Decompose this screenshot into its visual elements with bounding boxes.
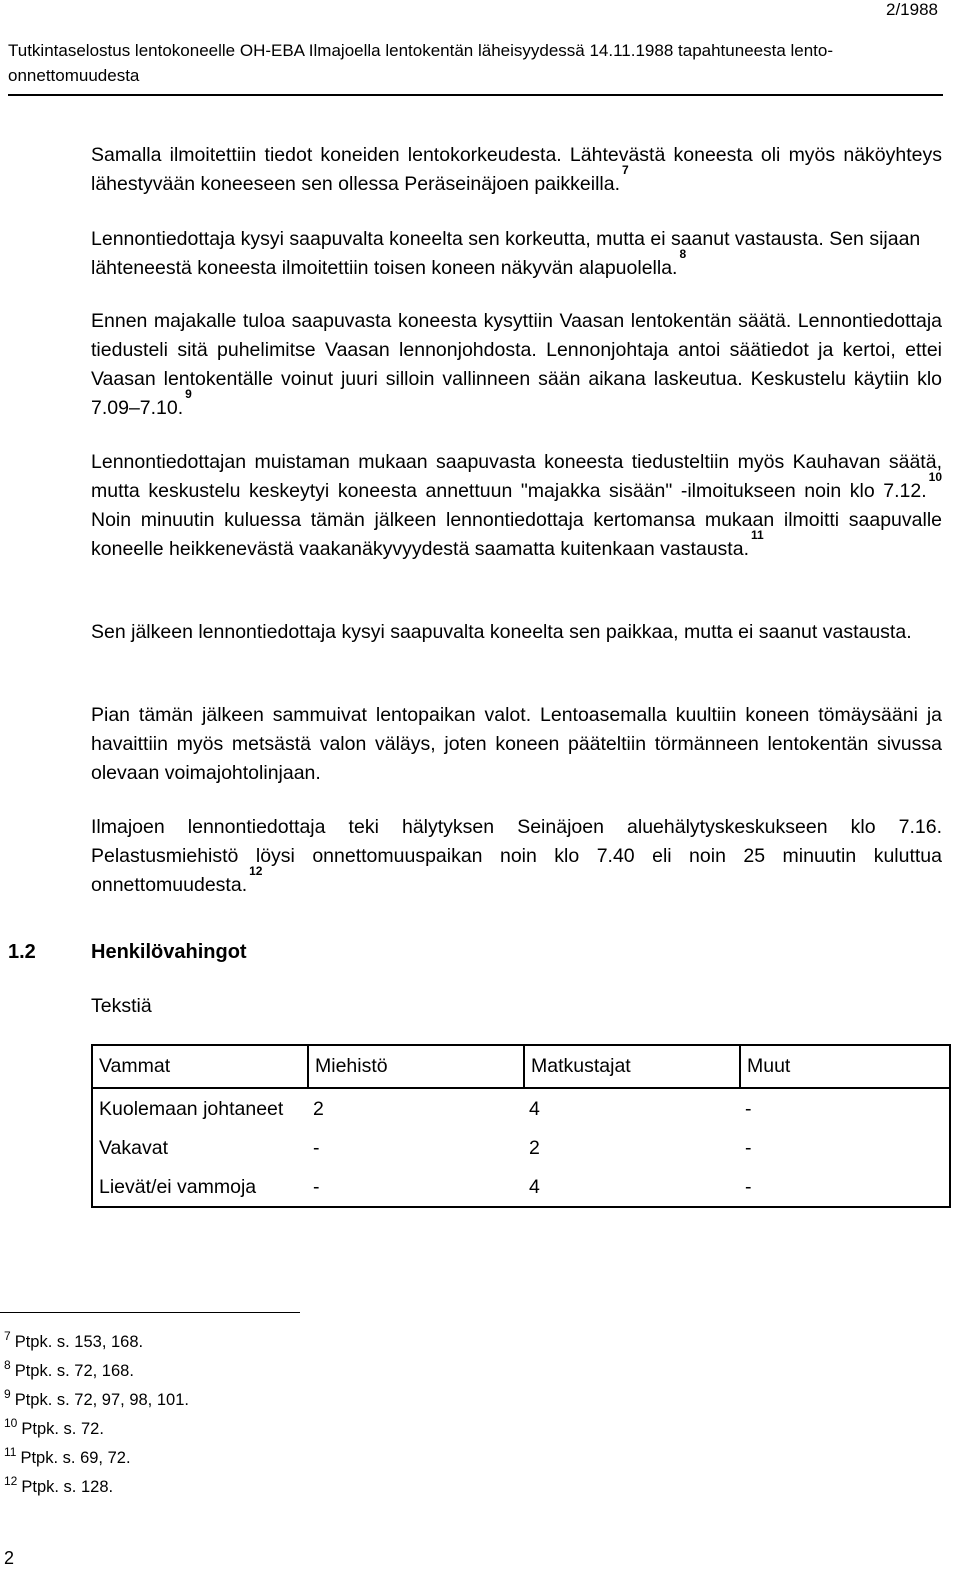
paragraph-5 <box>91 618 942 647</box>
table-row <box>93 1089 949 1128</box>
paragraph-7 <box>91 813 942 900</box>
paragraph-2 <box>91 225 942 283</box>
footnote <box>4 1331 143 1354</box>
paragraph-text: Pian tämän jälkeen sammuivat lentopaikan valot. Lentoasemalla kuultiin koneen tömäysääni ja havaittiin myös metsästä valon väläys, joten koneen pääteltiin törmänneen lentokentän sivussa olevaan voimajohtolinjaan. <box>91 704 942 784</box>
paragraph-text: Ennen majakalle tuloa saapuvasta koneesta kysyttiin Vaasan lentokentän säätä. Lennontiedottaja tiedusteli sitä puhelimitse Vaasan lennonjohdosta. Lennonjohtaja antoi säätiedot ja kertoi, ettei Vaasan lentokentälle voinut juuri silloin vallinneen sään aikana laskeutua. Keskustelu käytiin klo 7.09–7.10. <box>91 310 942 419</box>
header-divider <box>8 94 943 96</box>
footnote <box>4 1476 113 1499</box>
table-cell: 4 <box>529 1176 540 1198</box>
running-header-title: Tutkintaselostus lentokoneelle OH-EBA Ilmajoella lentokentän läheisyydessä 14.11.1988 tapahtuneesta lento-onnettomuudesta <box>8 41 834 85</box>
paragraph-4 <box>91 448 942 564</box>
footnote-ref: 12 <box>249 864 263 878</box>
footnote-text: Ptpk. s. 72, 168. <box>14 1362 134 1380</box>
footnote-divider <box>0 1312 300 1313</box>
table-cell: - <box>745 1137 752 1159</box>
footnote-number: 12 <box>4 1474 18 1488</box>
table-cell: - <box>745 1176 752 1198</box>
paragraph-text: Lennontiedottajan muistaman mukaan saapuvasta koneesta tiedusteltiin myös Kauhavan säätä, mutta keskustelu keskeytyi koneesta annettuun "majakka sisään" -ilmoitukseen noin klo 7.12. <box>91 451 942 502</box>
footnote-number: 8 <box>4 1358 11 1372</box>
table-cell: 2 <box>313 1098 324 1120</box>
document-number: 2/1988 <box>886 0 938 19</box>
footnote-ref: 10 <box>928 470 942 484</box>
table-cell: Lievät/ei vammoja <box>99 1176 257 1198</box>
footnote <box>4 1360 134 1383</box>
table-cell: 2 <box>529 1137 540 1159</box>
table-header-cell: Vammat <box>93 1046 307 1089</box>
table-header-cell: Matkustajat <box>523 1046 739 1089</box>
footnote-text: Ptpk. s. 72. <box>21 1420 104 1438</box>
paragraph-text: Lennontiedottaja kysyi saapuvalta koneelta sen korkeutta, mutta ei saanut vastausta. Sen sijaan lähteneestä koneesta ilmoitettiin toisen koneen näkyvän alapuolella. <box>91 228 921 279</box>
table-cell: Vakavat <box>99 1137 169 1159</box>
table-header-row <box>93 1046 949 1089</box>
footnote-number: 10 <box>4 1416 18 1430</box>
table-cell: - <box>745 1098 752 1120</box>
footnote-number: 7 <box>4 1329 11 1343</box>
injury-table <box>91 1044 951 1208</box>
paragraph-3 <box>91 307 942 423</box>
footnote-number: 9 <box>4 1387 11 1401</box>
footnote-ref: 8 <box>679 247 687 261</box>
footnote <box>4 1447 131 1470</box>
footnote-text: Ptpk. s. 72, 97, 98, 101. <box>14 1391 189 1409</box>
section-title: Henkilövahingot <box>91 941 247 963</box>
footnote-text: Ptpk. s. 69, 72. <box>20 1449 131 1467</box>
paragraph-6 <box>91 701 942 788</box>
table-row <box>93 1128 949 1167</box>
table-cell: - <box>313 1176 320 1198</box>
paragraph-text: Sen jälkeen lennontiedottaja kysyi saapuvalta koneelta sen paikkaa, mutta ei saanut vastausta. <box>91 621 912 643</box>
footnote-text: Ptpk. s. 128. <box>21 1478 114 1496</box>
section-number: 1.2 <box>8 941 36 963</box>
table-cell: 4 <box>529 1098 540 1120</box>
table-cell: Kuolemaan johtaneet <box>99 1098 284 1120</box>
footnote-number: 11 <box>4 1445 17 1459</box>
paragraph-text: Samalla ilmoitettiin tiedot koneiden lentokorkeudesta. Lähtevästä koneesta oli myös näköyhteys lähestyvään koneeseen sen ollessa Peräseinäjoen paikkeilla. <box>91 144 942 195</box>
footnote <box>4 1418 104 1441</box>
table-header-cell: Muut <box>739 1046 949 1089</box>
footnote <box>4 1389 189 1412</box>
paragraph-text: Ilmajoen lennontiedottaja teki hälytyksen Seinäjoen aluehälytyskeskukseen klo 7.16. Pelastusmiehistö löysi onnettomuuspaikan noin klo 7.40 eli noin 25 minuutin kuluttua onnettomuudesta. <box>91 816 942 896</box>
page-number: 2 <box>4 1548 15 1568</box>
table-header-cell: Miehistö <box>307 1046 523 1089</box>
footnote-text: Ptpk. s. 153, 168. <box>14 1333 144 1351</box>
footnote-ref: 11 <box>750 528 764 542</box>
table-cell: - <box>313 1137 320 1159</box>
footnote-ref: 7 <box>622 163 629 177</box>
paragraph-1 <box>91 141 942 199</box>
paragraph-text: Noin minuutin kuluessa tämän jälkeen lennontiedottaja kertomansa mukaan ilmoitti saapuvalle koneelle heikkenevästä vaakanäkyvyydestä saamatta kuitenkaan vastausta. <box>91 509 942 560</box>
table-row <box>93 1167 949 1206</box>
footnote-ref: 9 <box>185 387 192 401</box>
section-text: Tekstiä <box>91 995 152 1017</box>
